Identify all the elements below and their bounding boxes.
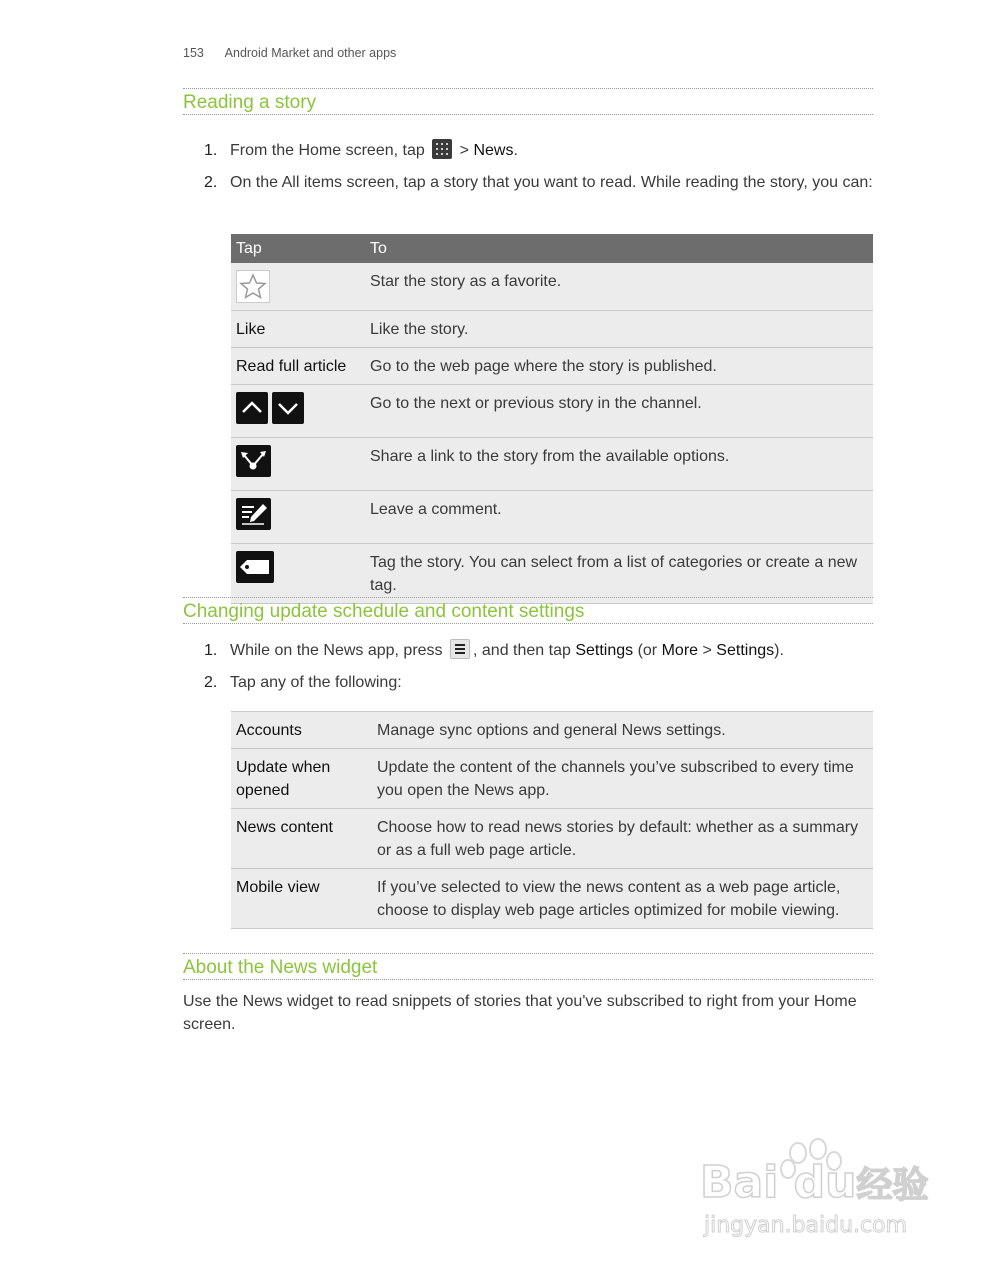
menu-icon: [450, 639, 470, 659]
settings-steps: [183, 639, 873, 703]
table-row: Tag the story. You can select from a list of categories or create a new tag.: [231, 543, 873, 603]
table-header-tap: Tap: [231, 234, 365, 263]
section-title-widget: About the News widget: [183, 953, 873, 980]
table-row: Accounts Manage sync options and general News settings.: [231, 712, 873, 749]
watermark-url: jingyan.baidu.com: [704, 1213, 908, 1238]
reading-steps: [183, 139, 873, 203]
chapter-title: Android Market and other apps: [224, 46, 397, 60]
star-icon: [236, 270, 270, 303]
table-row: Update when opened Update the content of the channels you’ve subscribed to every time you open the News app.: [231, 749, 873, 809]
table-header-to: To: [365, 234, 873, 263]
table-header-row: [231, 234, 873, 263]
section-title-settings: Changing update schedule and content settings: [183, 597, 873, 624]
table-row: Read full article Go to the web page where the story is published.: [231, 347, 873, 384]
list-item: 2. Tap any of the following:: [204, 674, 402, 691]
page-number: 153: [183, 46, 204, 60]
settings-options-table: [231, 711, 873, 929]
up-arrow-icon: [236, 392, 268, 431]
comment-icon: [236, 498, 271, 537]
page-header: [183, 46, 396, 60]
table-row: Star the story as a favorite.: [231, 263, 873, 310]
watermark-brand: Bai du经验: [700, 1157, 929, 1208]
list-item: 1. While on the News app, press , and then tap Settings (or More > Settings).: [183, 639, 873, 662]
table-row: Leave a comment.: [231, 490, 873, 543]
section-title-reading: Reading a story: [183, 88, 873, 115]
table-row: Share a link to the story from the available options.: [231, 437, 873, 490]
tag-icon: [236, 551, 274, 590]
table-row: Go to the next or previous story in the channel.: [231, 384, 873, 437]
all-apps-icon: [432, 139, 452, 159]
share-icon: [236, 445, 271, 484]
baidu-watermark: [700, 1135, 940, 1245]
table-row: Mobile view If you’ve selected to view the news content as a web page article, choose to display web page articles optimized for mobile viewing.: [231, 869, 873, 929]
table-row: News content Choose how to read news stories by default: whether as a summary or as a full web page article.: [231, 809, 873, 869]
table-row: Like Like the story.: [231, 310, 873, 347]
widget-description: Use the News widget to read snippets of stories that you've subscribed to right from your Home screen.: [183, 993, 857, 1033]
down-arrow-icon: [272, 392, 304, 431]
reading-actions-table: [231, 234, 873, 604]
list-item: 2. On the All items screen, tap a story that you want to read. While reading the story, you can:: [204, 174, 873, 191]
list-item: 1. From the Home screen, tap > News.: [183, 139, 873, 162]
